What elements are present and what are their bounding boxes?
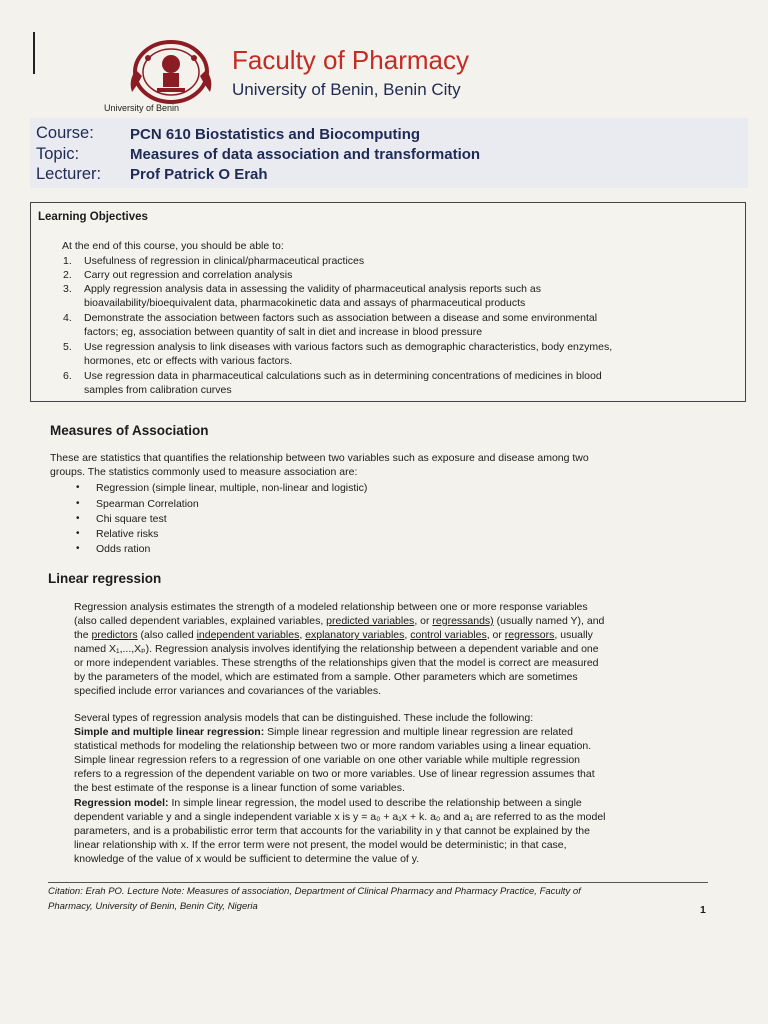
inline-heading: Simple and multiple linear regression: (74, 726, 265, 738)
objective-number: 2. (63, 269, 72, 281)
topic-value: Measures of data association and transformation (130, 146, 481, 163)
topic-label: Topic: (36, 145, 80, 163)
paragraph-line: refers to a regression of the dependent variable on two or more variables. Use of linear regression assumes that (74, 768, 595, 780)
lecturer-value: Prof Patrick O Erah (130, 166, 268, 183)
faculty-subtitle: University of Benin, Benin City (232, 80, 461, 99)
paragraph-line: These are statistics that quantifies the relationship between two variables such as exposure and disease among two (50, 452, 589, 464)
link-regressors[interactable]: regressors (504, 629, 555, 641)
objective-text: bioavailability/bioequivalent data, pharmacokinetic data and assays of pharmaceutical products (84, 297, 526, 309)
objective-text: Use regression analysis to link diseases with various factors such as demographic characteristics, body enzymes, (84, 341, 613, 353)
link-control-variables[interactable]: control variables (410, 629, 487, 641)
citation-line: Citation: Erah PO. Lecture Note: Measures of association, Department of Clinical Pharmacy and Pharmacy Practice, Faculty of (48, 886, 581, 897)
measures-of-association-heading: Measures of Association (50, 423, 209, 438)
link-explanatory-variables[interactable]: explanatory variables (305, 629, 405, 641)
bullet-item: Chi square test (96, 513, 167, 525)
paragraph-line: Regression analysis estimates the strength of a modeled relationship between one or more response variables (74, 601, 588, 613)
paragraph-line: linear relationship with x. If the error term were not present, the model would be deterministic; in that case, (74, 839, 567, 851)
course-label: Course: (36, 124, 94, 142)
objective-text: factors; eg, association between quantity of salt in diet and increase in blood pressure (84, 326, 483, 338)
university-seal-logo (116, 40, 226, 110)
objective-number: 4. (63, 312, 72, 324)
paragraph-line: statistical methods for modeling the relationship between two or more random variables using a linear equation. (74, 740, 592, 752)
objective-text: Demonstrate the association between factors such as association between a disease and some environmental (84, 312, 598, 324)
objective-text: Carry out regression and correlation analysis (84, 269, 293, 281)
paragraph-line: parameters, and is a probabilistic error term that accounts for the variability in y that cannot be explained by the (74, 825, 590, 837)
margin-mark (33, 32, 35, 74)
faculty-title: Faculty of Pharmacy (232, 45, 469, 75)
link-regressands[interactable]: regressands) (432, 615, 494, 627)
bullet-marker: • (76, 513, 80, 524)
link-predicted-variables[interactable]: predicted variables (326, 615, 415, 627)
paragraph-line: the best estimate of the response is a linear function of some variables. (74, 782, 405, 794)
objective-text: Usefulness of regression in clinical/pharmaceutical practices (84, 255, 365, 267)
seal-caption: University of Benin (104, 103, 180, 113)
paragraph-line: the predictors (also called independent variables, explanatory variables, control variables, or regressors, usually (74, 629, 593, 641)
paragraph-line: Several types of regression analysis models that can be distinguished. These include the following: (74, 712, 534, 724)
bullet-marker: • (76, 482, 80, 493)
linear-regression-heading: Linear regression (48, 571, 162, 586)
bullet-marker: • (76, 528, 80, 539)
objective-text: hormones, etc or effects with various factors. (84, 355, 293, 367)
lecturer-label: Lecturer: (36, 165, 102, 183)
footer-rule (48, 882, 708, 883)
objective-number: 1. (63, 255, 72, 267)
bullet-item: Relative risks (96, 528, 159, 540)
paragraph-line: by the parameters of the model, which are estimated from a sample. Other parameters which are sometimes (74, 671, 578, 683)
inline-heading: Regression model: (74, 797, 169, 809)
paragraph-line: dependent variable y and a single independent variable x is y = a₀ + a₁x + k. a₀ and a₁ are referred to as the model (74, 811, 606, 823)
paragraph-line: Simple and multiple linear regression: Simple linear regression and multiple linear regression are related (74, 726, 573, 738)
paragraph-line: specified include error variances and covariances of the variables. (74, 685, 381, 697)
objective-text: Use regression data in pharmaceutical calculations such as in determining concentrations of medicines in blood (84, 370, 602, 382)
bullet-item: Regression (simple linear, multiple, non-linear and logistic) (96, 482, 368, 494)
link-independent-variables[interactable]: independent variables (196, 629, 300, 641)
course-value: PCN 610 Biostatistics and Biocomputing (130, 126, 421, 143)
page-number: 1 (700, 904, 706, 916)
objective-text: samples from calibration curves (84, 384, 232, 396)
objective-number: 3. (63, 283, 72, 295)
paragraph-line: knowledge of the value of x would be sufficient to determine the value of y. (74, 853, 420, 865)
paragraph-line: (also called dependent variables, explained variables, predicted variables, or regressands) (usually named Y), and (74, 615, 605, 627)
paragraph-line: Simple linear regression refers to a regression of one variable on one other variable while multiple regression (74, 754, 581, 766)
objective-text: Apply regression analysis data in assessing the validity of pharmaceutical analysis reports such as (84, 283, 541, 295)
paragraph-line: named X₁,...,Xₚ). Regression analysis involves identifying the relationship between a dependent variable and one (74, 643, 599, 655)
paragraph-line: groups. The statistics commonly used to measure association are: (50, 466, 358, 478)
paragraph-line: Regression model: In simple linear regression, the model used to describe the relationship between a single (74, 797, 582, 809)
bullet-marker: • (76, 543, 80, 554)
bullet-item: Spearman Correlation (96, 498, 199, 510)
citation-line: Pharmacy, University of Benin, Benin City, Nigeria (48, 901, 258, 912)
link-predictors[interactable]: predictors (91, 629, 138, 641)
bullet-item: Odds ration (96, 543, 151, 555)
paragraph-line: or more independent variables. These strengths of the relationships given that the model is correct are measured (74, 657, 599, 669)
learning-objectives-intro: At the end of this course, you should be able to: (62, 240, 284, 252)
learning-objectives-title: Learning Objectives (38, 211, 148, 223)
objective-number: 6. (63, 370, 72, 382)
objective-number: 5. (63, 341, 72, 353)
bullet-marker: • (76, 498, 80, 509)
